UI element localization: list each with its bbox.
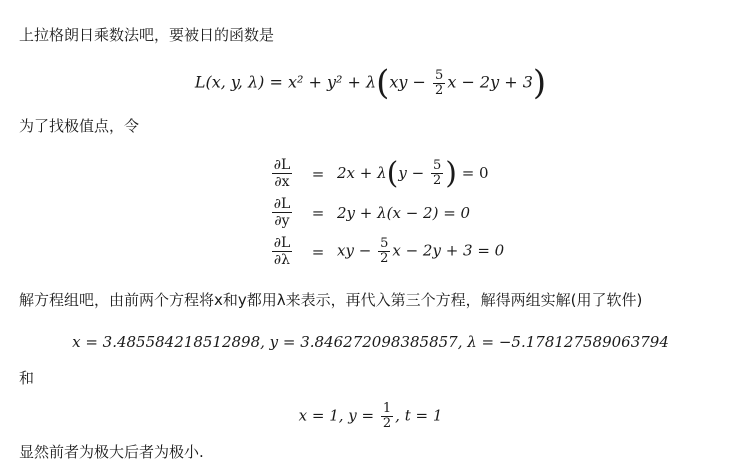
sol2-a: x = 1, y = bbox=[298, 406, 375, 425]
den: ∂y bbox=[274, 213, 290, 229]
rhs-b: = 0 bbox=[461, 163, 489, 182]
lagrangian-equation bbox=[0, 63, 741, 103]
den: ∂λ bbox=[273, 252, 291, 268]
den: 2 bbox=[432, 173, 442, 188]
eq-row-x bbox=[265, 154, 504, 193]
eq1-inner-b: x − 2y + 3 bbox=[447, 72, 533, 92]
partial-derivative-system bbox=[265, 154, 504, 271]
rhs-a: xy − bbox=[337, 241, 372, 260]
den: ∂x bbox=[274, 174, 290, 190]
eq1-frac-den: 2 bbox=[435, 82, 444, 98]
eq1-fraction bbox=[433, 69, 445, 98]
eq1-lhs: L(x, y, λ) = x² + y² + λ bbox=[194, 72, 377, 92]
num: 1 bbox=[382, 401, 392, 416]
equals: = bbox=[311, 242, 325, 261]
conclusion-text: 显然前者为极大后者为极小. bbox=[19, 443, 204, 461]
paren-close: ) bbox=[532, 63, 547, 103]
dl-dlambda bbox=[272, 235, 293, 268]
num: ∂L bbox=[273, 157, 291, 173]
eq1-frac-num: 5 bbox=[435, 67, 444, 83]
paren-close: ) bbox=[445, 155, 457, 191]
dl-dx bbox=[272, 157, 293, 190]
rhs-b: x − 2y + 3 = 0 bbox=[392, 241, 505, 260]
solution-two bbox=[0, 402, 741, 431]
and-text: 和 bbox=[19, 369, 35, 387]
rhs-a: 2x + λ bbox=[337, 163, 387, 182]
eq-row-lambda bbox=[265, 232, 504, 271]
den: 2 bbox=[380, 251, 389, 266]
num: ∂L bbox=[273, 235, 291, 251]
equals: = bbox=[311, 164, 325, 183]
solution-one-text: x = 3.485584218512898, y = 3.846272098385857, λ = −5.178127589063794 bbox=[72, 333, 669, 351]
equals: = bbox=[311, 203, 325, 222]
intro-text: 上拉格朗日乘数法吧，要被日的函数是 bbox=[19, 26, 275, 44]
eq-row-y bbox=[265, 193, 504, 232]
den: 2 bbox=[382, 416, 392, 431]
five-halves bbox=[378, 237, 390, 266]
paren-open: ( bbox=[376, 63, 390, 103]
extremum-text: 为了找极值点，令 bbox=[19, 117, 140, 135]
num: ∂L bbox=[273, 196, 291, 212]
five-halves bbox=[431, 159, 443, 188]
rhs: 2y + λ(x − 2) = 0 bbox=[337, 203, 471, 222]
solve-text: 解方程组吧，由前两个方程将x和y都用λ来表示，再代入第三个方程，解得两组实解(用了软件) bbox=[19, 291, 643, 309]
num: 5 bbox=[380, 236, 389, 251]
eq1-inner-a: xy − bbox=[389, 72, 426, 92]
sol2-b: , t = 1 bbox=[395, 406, 443, 425]
paren-open: ( bbox=[386, 155, 399, 191]
solution-one bbox=[0, 333, 741, 351]
one-half bbox=[381, 402, 393, 431]
num: 5 bbox=[432, 158, 442, 173]
dl-dy bbox=[272, 196, 293, 229]
rhs-in: y − bbox=[398, 163, 425, 182]
